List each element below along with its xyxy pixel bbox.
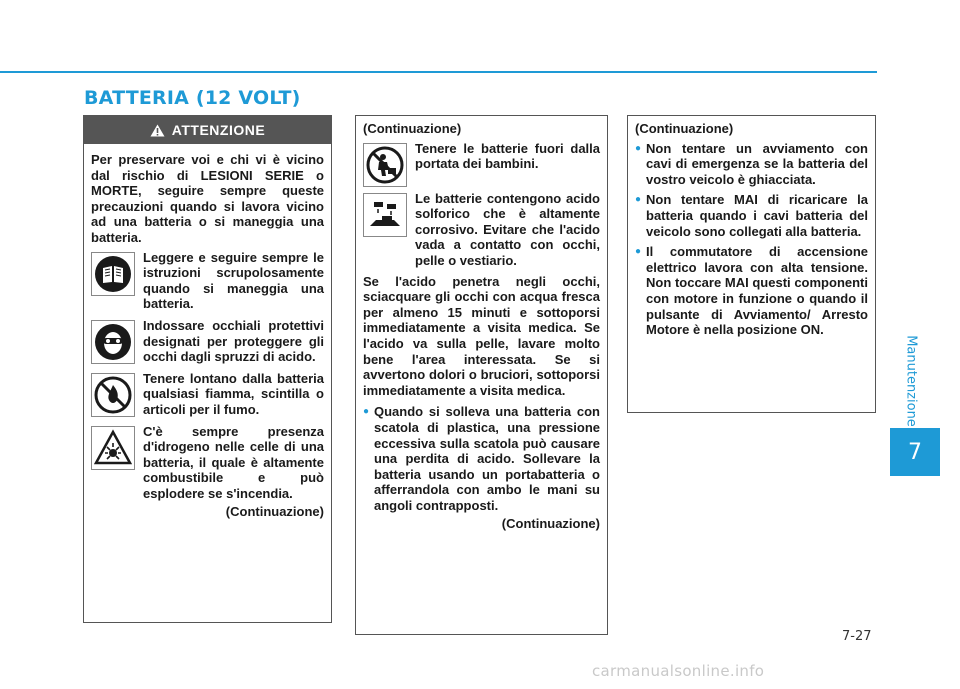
list-item — [363, 191, 600, 269]
no-flame-icon — [91, 373, 135, 417]
continued-label: (Continuazione) — [363, 121, 462, 136]
list-item — [363, 141, 600, 187]
warning-triangle-icon — [150, 124, 165, 137]
eye-protection-icon — [91, 320, 135, 364]
continued-box — [627, 115, 876, 413]
warning-header — [84, 116, 331, 144]
keep-away-children-icon — [363, 143, 407, 187]
page-number: 7-27 — [842, 629, 872, 644]
item-text: C'è sempre presenza d'idrogeno nelle celle di una batteria, il quale è altamente combustibile e può esplodere se s'incendia. — [143, 423, 324, 501]
item-text: Indossare occhiali protettivi designati per proteggere gli occhi dagli spruzzi di acido. — [143, 317, 324, 365]
list-item — [91, 318, 324, 365]
chapter-side-label — [891, 336, 931, 426]
warning-box — [83, 115, 332, 623]
list-item — [91, 250, 324, 312]
item-text: Tenere lontano dalla batteria qualsiasi fiamma, scintilla o articoli per il fumo. — [143, 370, 324, 417]
warning-title: ATTENZIONE — [171, 122, 266, 138]
list-item — [91, 371, 324, 418]
corrosive-acid-icon — [363, 193, 407, 237]
list-item — [91, 424, 324, 502]
manual-book-icon — [91, 252, 135, 296]
continued-box — [355, 115, 608, 635]
chapter-label: Manutenzione — [903, 335, 919, 427]
item-text: Le batterie contengono acido solforico che è altamente corrosivo. Evitare che l'acido vada a contatto con occhi, pelle o vestiario. — [415, 190, 600, 268]
section-title: BATTERIA (12 VOLT) — [84, 87, 301, 109]
bullet-item: ● Quando si solleva una batteria con scatola di plastica, una pressione eccessiva sulla scatola può causare una perdita di acido. Sollevare la batteria usando un portabatteria o afferrandola con ambo le mani su angoli contrapposti. — [363, 404, 600, 513]
bullet-item: ● Non tentare MAI di ricaricare la batteria quando i cavi batteria del veicolo sono collegati alla batteria. — [635, 192, 868, 239]
item-text: Leggere e seguire sempre le istruzioni scrupolosamente quando si maneggia una batteria. — [143, 249, 324, 312]
bullet-item: ● Non tentare un avviamento con cavi di emergenza se la batteria del vostro veicolo è ghiacciata. — [635, 141, 868, 188]
top-rule — [0, 71, 877, 73]
continued-label: (Continuazione) — [225, 504, 324, 520]
acid-first-aid-paragraph: Se l'acido penetra negli occhi, sciacquare gli occhi con acqua fresca per almeno 15 minuti e sottoporsi immediatamente a visita medica. Se l'acido va sulla pelle, lavare molto bene l'area interessata. Se si avvertono dolori o bruciori, sottoporsi immediatamente a visita medica. — [363, 273, 600, 398]
bullet-item: ● Il commutatore di accensione elettrico lavora con alta tensione. Non toccare MAI questi componenti con motore in funzione o quando il pulsante di Avviamento/ Arresto Motore è nella posizione ON. — [635, 244, 868, 338]
continued-label: (Continuazione) — [501, 516, 600, 532]
warning-intro: Per preservare voi e chi vi è vicino dal rischio di LESIONI SERIE o MORTE, seguire sempre queste precauzioni quando si lavora vicino ad una batteria o si maneggia una batteria. — [91, 152, 324, 245]
watermark: carmanualsonline.info — [592, 662, 765, 680]
chapter-tab: 7 — [890, 428, 940, 476]
explosive-icon — [91, 426, 135, 470]
item-text: Tenere le batterie fuori dalla portata dei bambini. — [415, 140, 600, 172]
continued-label: (Continuazione) — [635, 121, 734, 136]
